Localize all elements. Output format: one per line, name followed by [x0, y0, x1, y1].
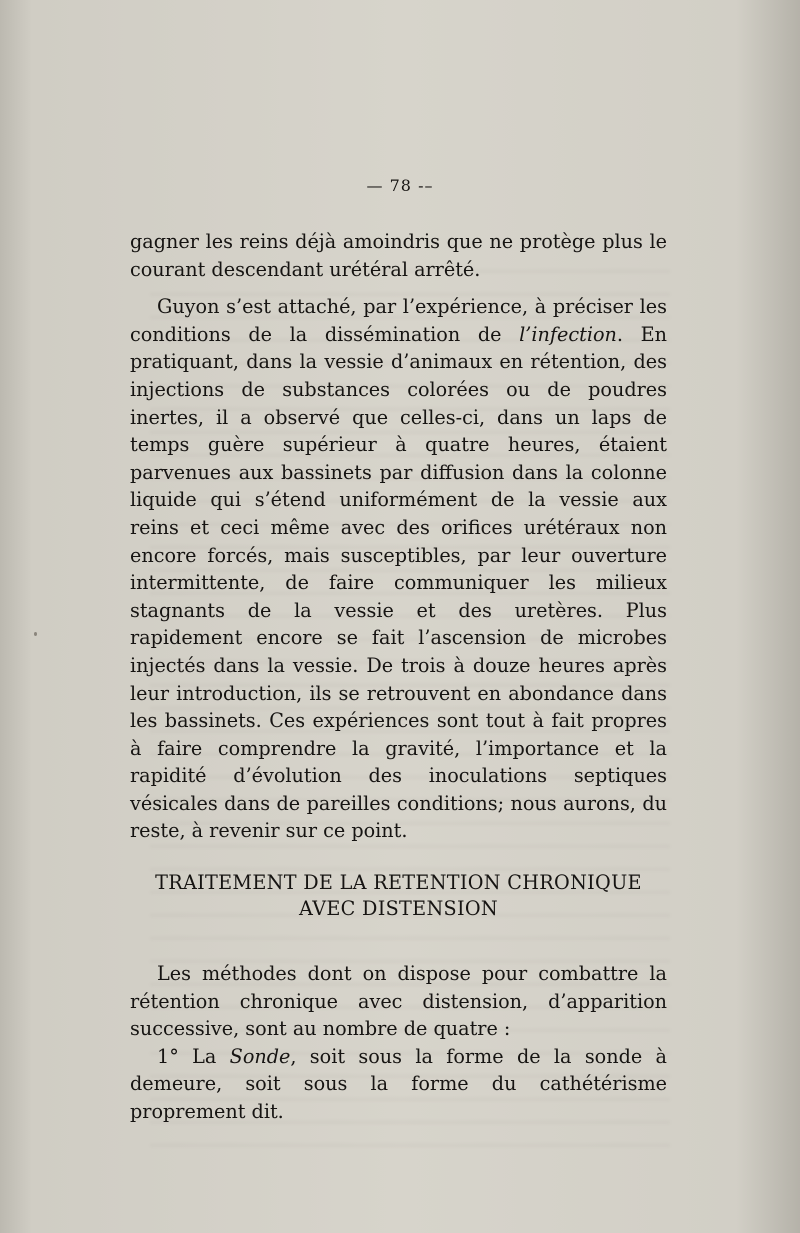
section-text: [130, 960, 667, 1126]
paragraph-guyon-italic: l’infection: [519, 322, 617, 346]
page-number: — 78 -–: [366, 176, 434, 195]
list-item-1: [130, 1043, 667, 1126]
section-heading-line-2: AVEC DISTENSION: [299, 897, 498, 920]
paragraph-guyon-start: Guyon s’est attaché, par l’expérience, à préciser les conditions de la dissémination de: [130, 295, 667, 346]
section-heading: [130, 870, 667, 922]
paper-speck: [34, 632, 37, 636]
section-intro: Les méthodes dont on dispose pour combattre la rétention chronique avec distension, d’apparition successive, sont au nombre de quatre :: [130, 962, 667, 1041]
paragraph-guyon-end: . En pratiquant, dans la vessie d’animaux en rétention, des injections de substances colorées ou de poudres inertes, il a observé que celles-ci, dans un laps de temps guère supérieur à quatre heures, étaient parvenues aux bassinets par diffusion dans la colonne liquide qui s’étend uniformément de la vessie aux reins et ceci même avec des orifices urétéraux non encore forcés, mais susceptibles, par leur ouverture intermittente, de faire communiquer les milieux stagnants de la vessie et des uretères. Plus rapidement encore se fait l’ascension de microbes injectés dans la vessie. De trois à douze heures après leur introduction, ils se retrouvent en abondance dans les bassinets. Ces expériences sont tout à fait propres à faire comprendre la gravité, l’importance et la rapidité d’évolution des inoculations septiques vésicales dans de pareilles conditions; nous aurons, du reste, à revenir sur ce point.: [130, 322, 667, 843]
paragraph-guyon: [130, 293, 667, 845]
list-item-1-lead: La: [178, 1044, 230, 1068]
list-item-1-italic: Sonde: [229, 1044, 291, 1068]
paragraph-continuation: gagner les reins déjà amoindris que ne protège plus le courant descendant urétéral arrêté.: [130, 230, 667, 281]
main-text: [130, 228, 667, 845]
section-heading-line-1: TRAITEMENT DE LA RETENTION CHRONIQUE: [155, 871, 642, 894]
list-item-1-number: 1°: [157, 1044, 179, 1068]
list-item-1-rest: , soit sous la forme de la sonde à demeure, soit sous la forme du cathétérisme proprement dit.: [130, 1044, 667, 1123]
